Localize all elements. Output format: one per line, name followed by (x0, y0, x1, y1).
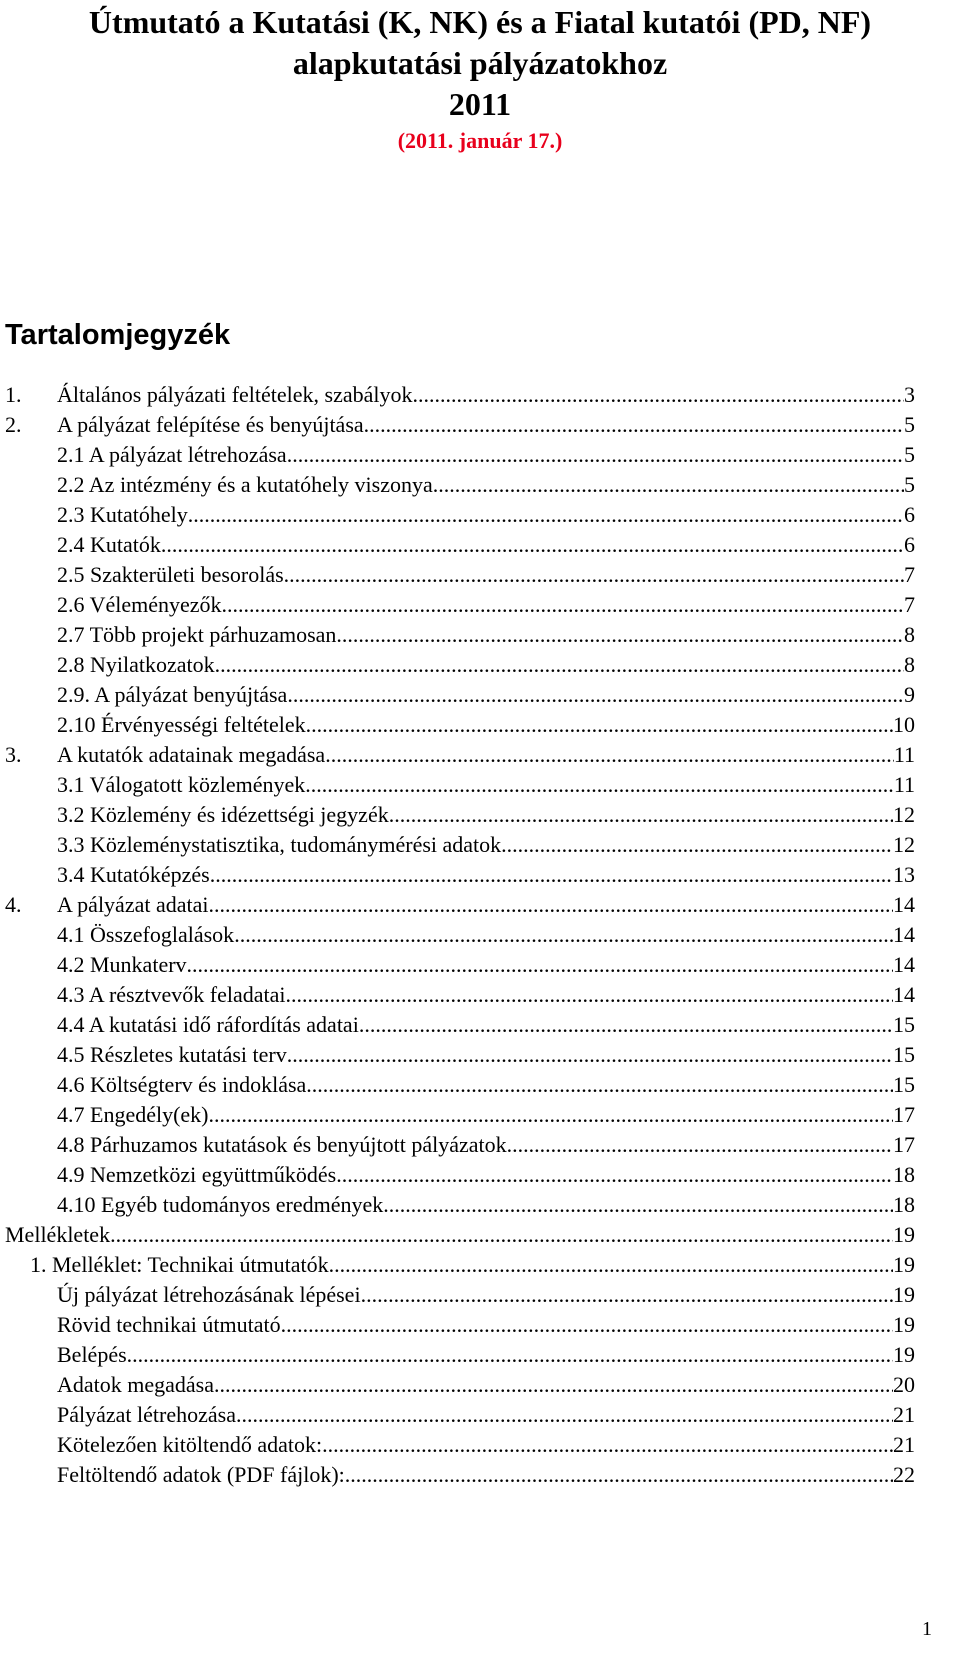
toc-entry-2-8[interactable] (57, 650, 915, 680)
document-date: (2011. január 17.) (397, 128, 563, 153)
toc-dot-leader (306, 1070, 893, 1100)
toc-entry-2-5[interactable] (57, 560, 915, 590)
toc-entry-page: 13 (893, 862, 915, 887)
toc-entry-page: 8 (904, 622, 915, 647)
toc-dot-leader (234, 920, 893, 950)
toc-entry-4-8[interactable] (57, 1130, 915, 1160)
toc-entry-1[interactable] (5, 380, 915, 410)
toc-dot-leader (287, 440, 904, 470)
toc-entry-label: Adatok megadása (57, 1372, 214, 1397)
toc-entry-label: 2.10 Érvényességi feltételek (57, 712, 306, 737)
toc-entry-3-1[interactable] (57, 770, 915, 800)
toc-entry-4[interactable] (5, 890, 915, 920)
toc-dot-leader (127, 1340, 893, 1370)
toc-dot-leader (322, 1430, 893, 1460)
toc-entry-label: 3.1 Válogatott közlemények (57, 772, 306, 797)
toc-entry-page: 8 (904, 652, 915, 677)
toc-entry-3-2[interactable] (57, 800, 915, 830)
toc-entry-page: 5 (904, 412, 915, 437)
toc-entry-page: 15 (893, 1042, 915, 1067)
toc-entry-number: 3. (5, 742, 22, 767)
document-title-year: 2011 (448, 86, 512, 122)
toc-entry-page: 18 (893, 1192, 915, 1217)
toc-entry-adatok-megadasa[interactable] (57, 1370, 915, 1400)
toc-entry-4-7[interactable] (57, 1100, 915, 1130)
toc-dot-leader (161, 530, 904, 560)
toc-entry-page: 6 (904, 532, 915, 557)
toc-entry-2-4[interactable] (57, 530, 915, 560)
toc-entry-4-1[interactable] (57, 920, 915, 950)
toc-entry-page: 9 (904, 682, 915, 707)
toc-entry-label: 4.7 Engedély(ek) (57, 1102, 209, 1127)
toc-entry-2-1[interactable] (57, 440, 915, 470)
toc-entry-page: 22 (893, 1462, 915, 1487)
toc-entry-label: 4.9 Nemzetközi együttműködés (57, 1162, 337, 1187)
toc-entry-page: 19 (893, 1252, 915, 1277)
toc-entry-label: A pályázat adatai (57, 892, 209, 917)
toc-entry-label: 4.6 Költségterv és indoklása (57, 1072, 307, 1097)
toc-entry-page: 20 (893, 1372, 915, 1397)
toc-entry-label: Pályázat létrehozása (57, 1402, 236, 1427)
toc-entry-label: 3.2 Közlemény és idézettségi jegyzék (57, 802, 389, 827)
toc-dot-leader (336, 1160, 893, 1190)
toc-entry-page: 10 (893, 712, 915, 737)
toc-dot-leader (210, 860, 893, 890)
toc-entry-page: 7 (904, 562, 915, 587)
toc-entry-4-5[interactable] (57, 1040, 915, 1070)
toc-entry-label: Kötelezően kitöltendő adatok: (57, 1432, 323, 1457)
toc-dot-leader (287, 1040, 893, 1070)
toc-entry-4-10[interactable] (57, 1190, 915, 1220)
toc-entry-label: 4.8 Párhuzamos kutatások és benyújtott pályázatok (57, 1132, 507, 1157)
toc-entry-page: 14 (893, 922, 915, 947)
toc-entry-feltoltendo-adatok[interactable] (57, 1460, 915, 1490)
toc-entry-label: 4.10 Egyéb tudományos eredmények (57, 1192, 384, 1217)
toc-entry-page: 19 (893, 1222, 915, 1247)
toc-entry-label: Általános pályázati feltételek, szabályok (57, 382, 413, 407)
toc-entry-page: 17 (893, 1102, 915, 1127)
toc-entry-label: 2.4 Kutatók (57, 532, 161, 557)
toc-entry-label: 4.5 Részletes kutatási terv (57, 1042, 287, 1067)
toc-dot-leader (306, 710, 893, 740)
toc-dot-leader (329, 1250, 893, 1280)
toc-entry-2-10[interactable] (57, 710, 915, 740)
toc-entry-label: 4.3 A résztvevők feladatai (57, 982, 286, 1007)
toc-entry-page: 14 (893, 982, 915, 1007)
toc-dot-leader (222, 590, 904, 620)
toc-entry-4-9[interactable] (57, 1160, 915, 1190)
toc-entry-page: 7 (904, 592, 915, 617)
toc-entry-2-3[interactable] (57, 500, 915, 530)
toc-dot-leader (364, 410, 904, 440)
toc-dot-leader (501, 830, 893, 860)
toc-entry-label: 2.1 A pályázat létrehozása (57, 442, 287, 467)
toc-entry-page: 5 (904, 442, 915, 467)
toc-entry-label: 3.4 Kutatóképzés (57, 862, 210, 887)
toc-dot-leader (287, 680, 904, 710)
document-title-line-1: Útmutató a Kutatási (K, NK) és a Fiatal kutatói (PD, NF) (88, 4, 872, 40)
toc-entry-label: 2.5 Szakterületi besorolás (57, 562, 284, 587)
toc-entry-palyazat-letrehozasa[interactable] (57, 1400, 915, 1430)
toc-dot-leader (507, 1130, 893, 1160)
toc-dot-leader (389, 800, 893, 830)
toc-dot-leader (433, 470, 904, 500)
toc-dot-leader (215, 650, 904, 680)
toc-dot-leader (325, 740, 894, 770)
toc-dot-leader (188, 500, 904, 530)
toc-entry-page: 5 (904, 472, 915, 497)
toc-entry-page: 6 (904, 502, 915, 527)
toc-dot-leader (208, 890, 893, 920)
toc-entry-label: 3.3 Közleménystatisztika, tudománymérési adatok (57, 832, 502, 857)
toc-dot-leader (361, 1280, 893, 1310)
toc-entry-page: 11 (893, 742, 915, 767)
toc-entry-page: 15 (893, 1012, 915, 1037)
toc-dot-leader (285, 980, 893, 1010)
toc-entry-label: 4.4 A kutatási idő ráfordítás adatai (57, 1012, 359, 1037)
page-number: 1 (922, 1618, 932, 1640)
toc-dot-leader (305, 770, 894, 800)
toc-dot-leader (281, 1310, 893, 1340)
toc-entry-4-2[interactable] (57, 950, 915, 980)
toc-entry-2-7[interactable] (57, 620, 915, 650)
toc-entry-page: 17 (893, 1132, 915, 1157)
toc-entry-page: 21 (893, 1402, 915, 1427)
toc-entry-label: 4.2 Munkaterv (57, 952, 187, 977)
toc-entry-mellekletek[interactable] (5, 1220, 915, 1250)
toc-entry-number: 1. (5, 382, 22, 407)
toc-entry-label: 2.8 Nyilatkozatok (57, 652, 215, 677)
document-title-line-2: alapkutatási pályázatokhoz (292, 45, 668, 81)
toc-entry-page: 12 (893, 802, 915, 827)
toc-entry-label: A kutatók adatainak megadása (57, 742, 326, 767)
toc-entry-3[interactable] (5, 740, 915, 770)
toc-dot-leader (336, 620, 904, 650)
toc-entry-label: Belépés (57, 1342, 127, 1367)
toc-entry-number: 2. (5, 412, 22, 437)
toc-entry-3-4[interactable] (57, 860, 915, 890)
toc-entry-4-3[interactable] (57, 980, 915, 1010)
toc-entry-label: Új pályázat létrehozásának lépései (57, 1282, 361, 1307)
toc-dot-leader (214, 1370, 893, 1400)
toc-entry-label: 2.2 Az intézmény és a kutatóhely viszonya (57, 472, 433, 497)
toc-dot-leader (383, 1190, 893, 1220)
toc-entry-kotelezo-adatok[interactable] (57, 1430, 915, 1460)
toc-entry-page: 11 (893, 772, 915, 797)
toc-entry-label: Rövid technikai útmutató (57, 1312, 281, 1337)
toc-entry-uj-palyazat[interactable] (57, 1280, 915, 1310)
toc-entry-4-4[interactable] (57, 1010, 915, 1040)
toc-entry-label: 1. Melléklet: Technikai útmutatók (30, 1252, 329, 1277)
toc-entry-page: 3 (904, 382, 915, 407)
toc-entry-page: 18 (893, 1162, 915, 1187)
toc-entry-label: 4.1 Összefoglalások (57, 922, 235, 947)
toc-entry-belepes[interactable] (57, 1340, 915, 1370)
toc-dot-leader (209, 1100, 894, 1130)
toc-dot-leader (187, 950, 893, 980)
toc-dot-leader (413, 380, 904, 410)
toc-entry-label: 2.6 Véleményezők (57, 592, 222, 617)
toc-entry-page: 12 (893, 832, 915, 857)
toc-dot-leader (284, 560, 904, 590)
toc-entry-page: 19 (893, 1282, 915, 1307)
toc-entry-label: Mellékletek (5, 1222, 111, 1247)
toc-entry-label: 2.3 Kutatóhely (57, 502, 188, 527)
toc-entry-label: A pályázat felépítése és benyújtása (57, 412, 364, 437)
toc-entry-label: Feltöltendő adatok (PDF fájlok): (57, 1462, 345, 1487)
toc-entry-label: 2.7 Több projekt párhuzamosan (57, 622, 337, 647)
toc-entry-2-9[interactable] (57, 680, 915, 710)
toc-dot-leader (359, 1010, 893, 1040)
toc-entry-page: 14 (893, 892, 915, 917)
toc-entry-melleklet-1[interactable] (30, 1250, 915, 1280)
toc-entry-2-2[interactable] (57, 470, 915, 500)
toc-entry-number: 4. (5, 892, 22, 917)
toc-entry-page: 21 (893, 1432, 915, 1457)
toc-entry-3-3[interactable] (57, 830, 915, 860)
toc-entry-page: 15 (893, 1072, 915, 1097)
toc-entry-2[interactable] (5, 410, 915, 440)
toc-dot-leader (110, 1220, 893, 1250)
toc-entry-rovid-utmutato[interactable] (57, 1310, 915, 1340)
toc-entry-label: 2.9. A pályázat benyújtása (57, 682, 288, 707)
toc-entry-page: 19 (893, 1312, 915, 1337)
toc-entry-page: 14 (893, 952, 915, 977)
toc-heading: Tartalomjegyzék (5, 319, 231, 351)
toc-entry-2-6[interactable] (57, 590, 915, 620)
toc-dot-leader (236, 1400, 893, 1430)
toc-entry-page: 19 (893, 1342, 915, 1367)
toc-entry-4-6[interactable] (57, 1070, 915, 1100)
toc-dot-leader (345, 1460, 893, 1490)
